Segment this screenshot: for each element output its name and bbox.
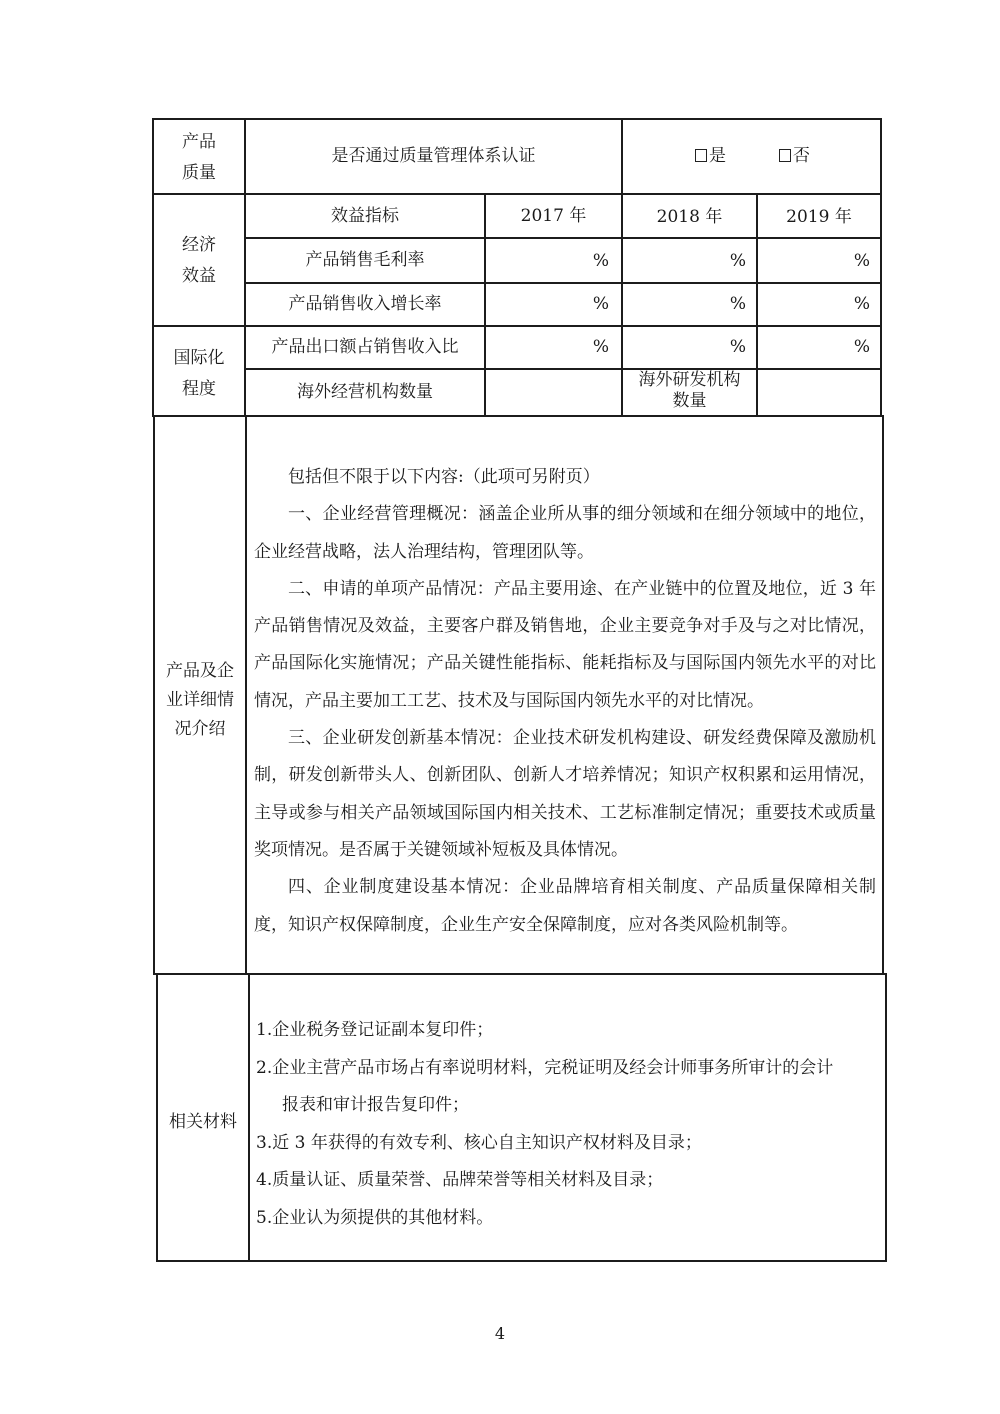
- details-section-3: 三、企业研发创新基本情况：企业技术研发机构建设、研发经费保障及激励机制，研发创新带头人、创新团队、创新人才培养情况；知识产权积累和运用情况，主导或参与相关产品领域国际国内相关技术、工艺标准制定情况；重要技术或质量奖项情况。是否属于关键领域补短板及具体情况。: [254, 728, 876, 860]
- option-no[interactable]: [779, 144, 810, 168]
- row-divider: [245, 282, 882, 284]
- export-ratio-2018[interactable]: %: [729, 337, 746, 357]
- label-column-divider: [245, 415, 247, 975]
- materials-item-continuation: 报表和审计报告复印件；: [282, 1095, 469, 1115]
- option-yes[interactable]: [695, 144, 726, 168]
- economic-row-label: 经济 效益: [182, 235, 216, 286]
- details-section-2: 二、申请的单项产品情况：产品主要用途、在产业链中的位置及地位，近 3 年产品销售情况及效益，主要客户群及销售地，企业主要竞争对手及与之对比情况，产品国际化实施情况；产品关键性能指标、能耗指标及与国际国内领先水平的对比情况，产品主要加工工艺、技术及与国际国内领先水平的对比情况。: [254, 578, 876, 711]
- table-border-bottom: [156, 1260, 887, 1262]
- materials-item: 5.企业认为须提供的其他材料。: [256, 1207, 494, 1228]
- revenue-growth-2019[interactable]: %: [853, 294, 870, 314]
- row-divider: [153, 973, 885, 975]
- table-border-right: [882, 415, 884, 975]
- details-section-4: 四、企业制度建设基本情况：企业品牌培育相关制度、产品质量保障相关制度，知识产权保障制度，企业生产安全保障制度，应对各类风险机制等。: [254, 877, 876, 935]
- materials-item: 3.近 3 年获得的有效专利、核心自主知识产权材料及目录；: [256, 1132, 702, 1153]
- row-divider: [152, 193, 882, 195]
- gross-margin-2018[interactable]: %: [729, 251, 746, 271]
- header-year-2019: 2019 年: [786, 207, 852, 227]
- checkbox-no[interactable]: [779, 149, 791, 162]
- option-yes-label: 是: [709, 146, 726, 166]
- details-row-label: 产品及企 业详细情 况介绍: [166, 661, 234, 739]
- revenue-growth-2017[interactable]: %: [592, 294, 609, 314]
- gross-margin-label: 产品销售毛利率: [305, 250, 425, 270]
- gross-margin-2019[interactable]: %: [853, 251, 870, 271]
- page-number: 4: [494, 1324, 506, 1343]
- international-row-label: 国际化 程度: [173, 348, 225, 399]
- export-ratio-2019[interactable]: %: [853, 337, 870, 357]
- materials-item: 2.企业主营产品市场占有率说明材料，完税证明及经会计师事务所审计的会计: [256, 1057, 834, 1078]
- materials-item: 4.质量认证、质量荣誉、品牌荣誉等相关材料及目录；: [256, 1170, 664, 1190]
- revenue-growth-label: 产品销售收入增长率: [288, 294, 442, 314]
- gross-margin-2017[interactable]: %: [592, 251, 609, 271]
- revenue-growth-2018[interactable]: %: [729, 294, 746, 314]
- table-border-right: [880, 118, 882, 416]
- export-ratio-label: 产品出口额占销售收入比: [271, 337, 459, 357]
- row-divider: [245, 237, 882, 239]
- checkbox-yes[interactable]: [695, 149, 707, 162]
- materials-list: [256, 1012, 866, 1237]
- header-year-2017: 2017 年: [520, 206, 587, 226]
- label-column-divider: [248, 973, 250, 1262]
- row-divider: [152, 415, 883, 417]
- quality-row-label: 产品 质量: [182, 132, 216, 183]
- option-no-label: 否: [793, 146, 810, 166]
- details-section-1: 一、企业经营管理概况：涵盖企业所从事的细分领域和在细分领域中的地位，企业经营战略，法人治理结构，管理团队等。: [254, 504, 876, 562]
- materials-item: 1.企业税务登记证副本复印件；: [256, 1020, 494, 1040]
- overseas-rd-label: 海外研发机构 数量: [638, 370, 741, 411]
- table-border-right: [885, 973, 887, 1262]
- export-ratio-2017[interactable]: %: [592, 337, 609, 357]
- header-year-2018: 2018 年: [656, 207, 723, 227]
- details-intro: 包括但不限于以下内容:（此项可另附页）: [288, 467, 600, 487]
- row-divider: [152, 325, 882, 327]
- header-benefit-indicator: 效益指标: [331, 206, 399, 226]
- materials-row-label: 相关材料: [169, 1112, 237, 1132]
- quality-certification-question: 是否通过质量管理体系认证: [331, 146, 536, 166]
- row-divider: [245, 368, 882, 370]
- overseas-operations-label: 海外经营机构数量: [297, 382, 433, 402]
- table-border-top: [152, 118, 882, 120]
- details-content: [254, 459, 876, 944]
